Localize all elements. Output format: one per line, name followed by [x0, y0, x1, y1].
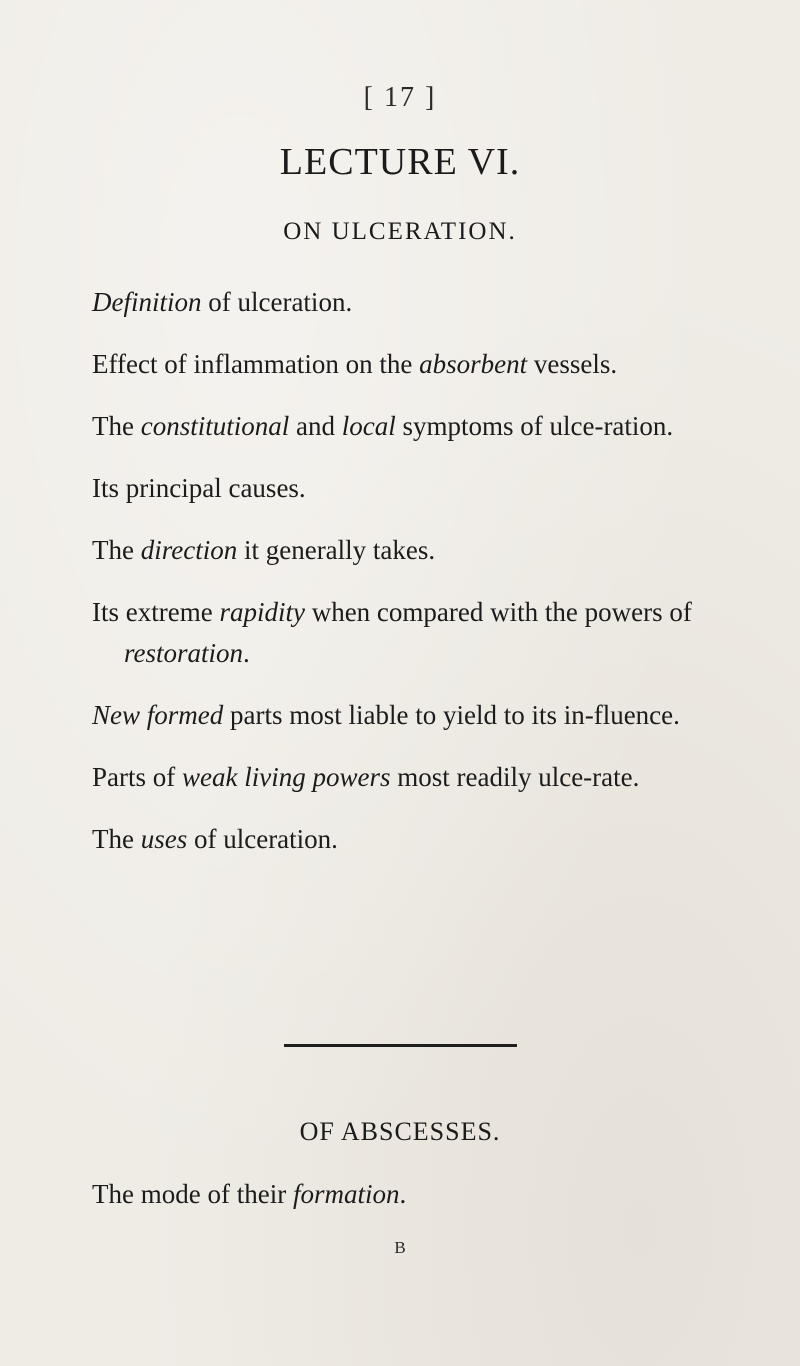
page-number: [ 17 ] — [363, 82, 437, 113]
topic-item: The constitutional and local symptoms of ulce-ration. — [92, 411, 674, 441]
section-divider — [284, 1044, 517, 1047]
lecture-subtitle: ON ULCERATION. — [283, 218, 517, 245]
topic-item: The direction it generally takes. — [92, 535, 436, 565]
section-heading: OF ABSCESSES. — [299, 1117, 501, 1146]
topic-list — [92, 282, 732, 860]
signature-mark: B — [394, 1238, 406, 1257]
topic-item: Effect of inflammation on the absorbent vessels. — [92, 349, 618, 379]
topic-item: Its principal causes. — [92, 473, 306, 503]
topic-item: Its extreme rapidity when compared with the powers of restoration. — [92, 597, 692, 668]
topic-item: The uses of ulceration. — [92, 824, 338, 854]
section-topic: The mode of their formation. — [92, 1179, 407, 1209]
topic-item: Definition of ulceration. — [92, 287, 353, 317]
lecture-title: LECTURE VI. — [279, 141, 521, 183]
topic-item: Parts of weak living powers most readily ulce-rate. — [92, 762, 640, 792]
topic-item: New formed parts most liable to yield to its in-fluence. — [92, 700, 680, 730]
